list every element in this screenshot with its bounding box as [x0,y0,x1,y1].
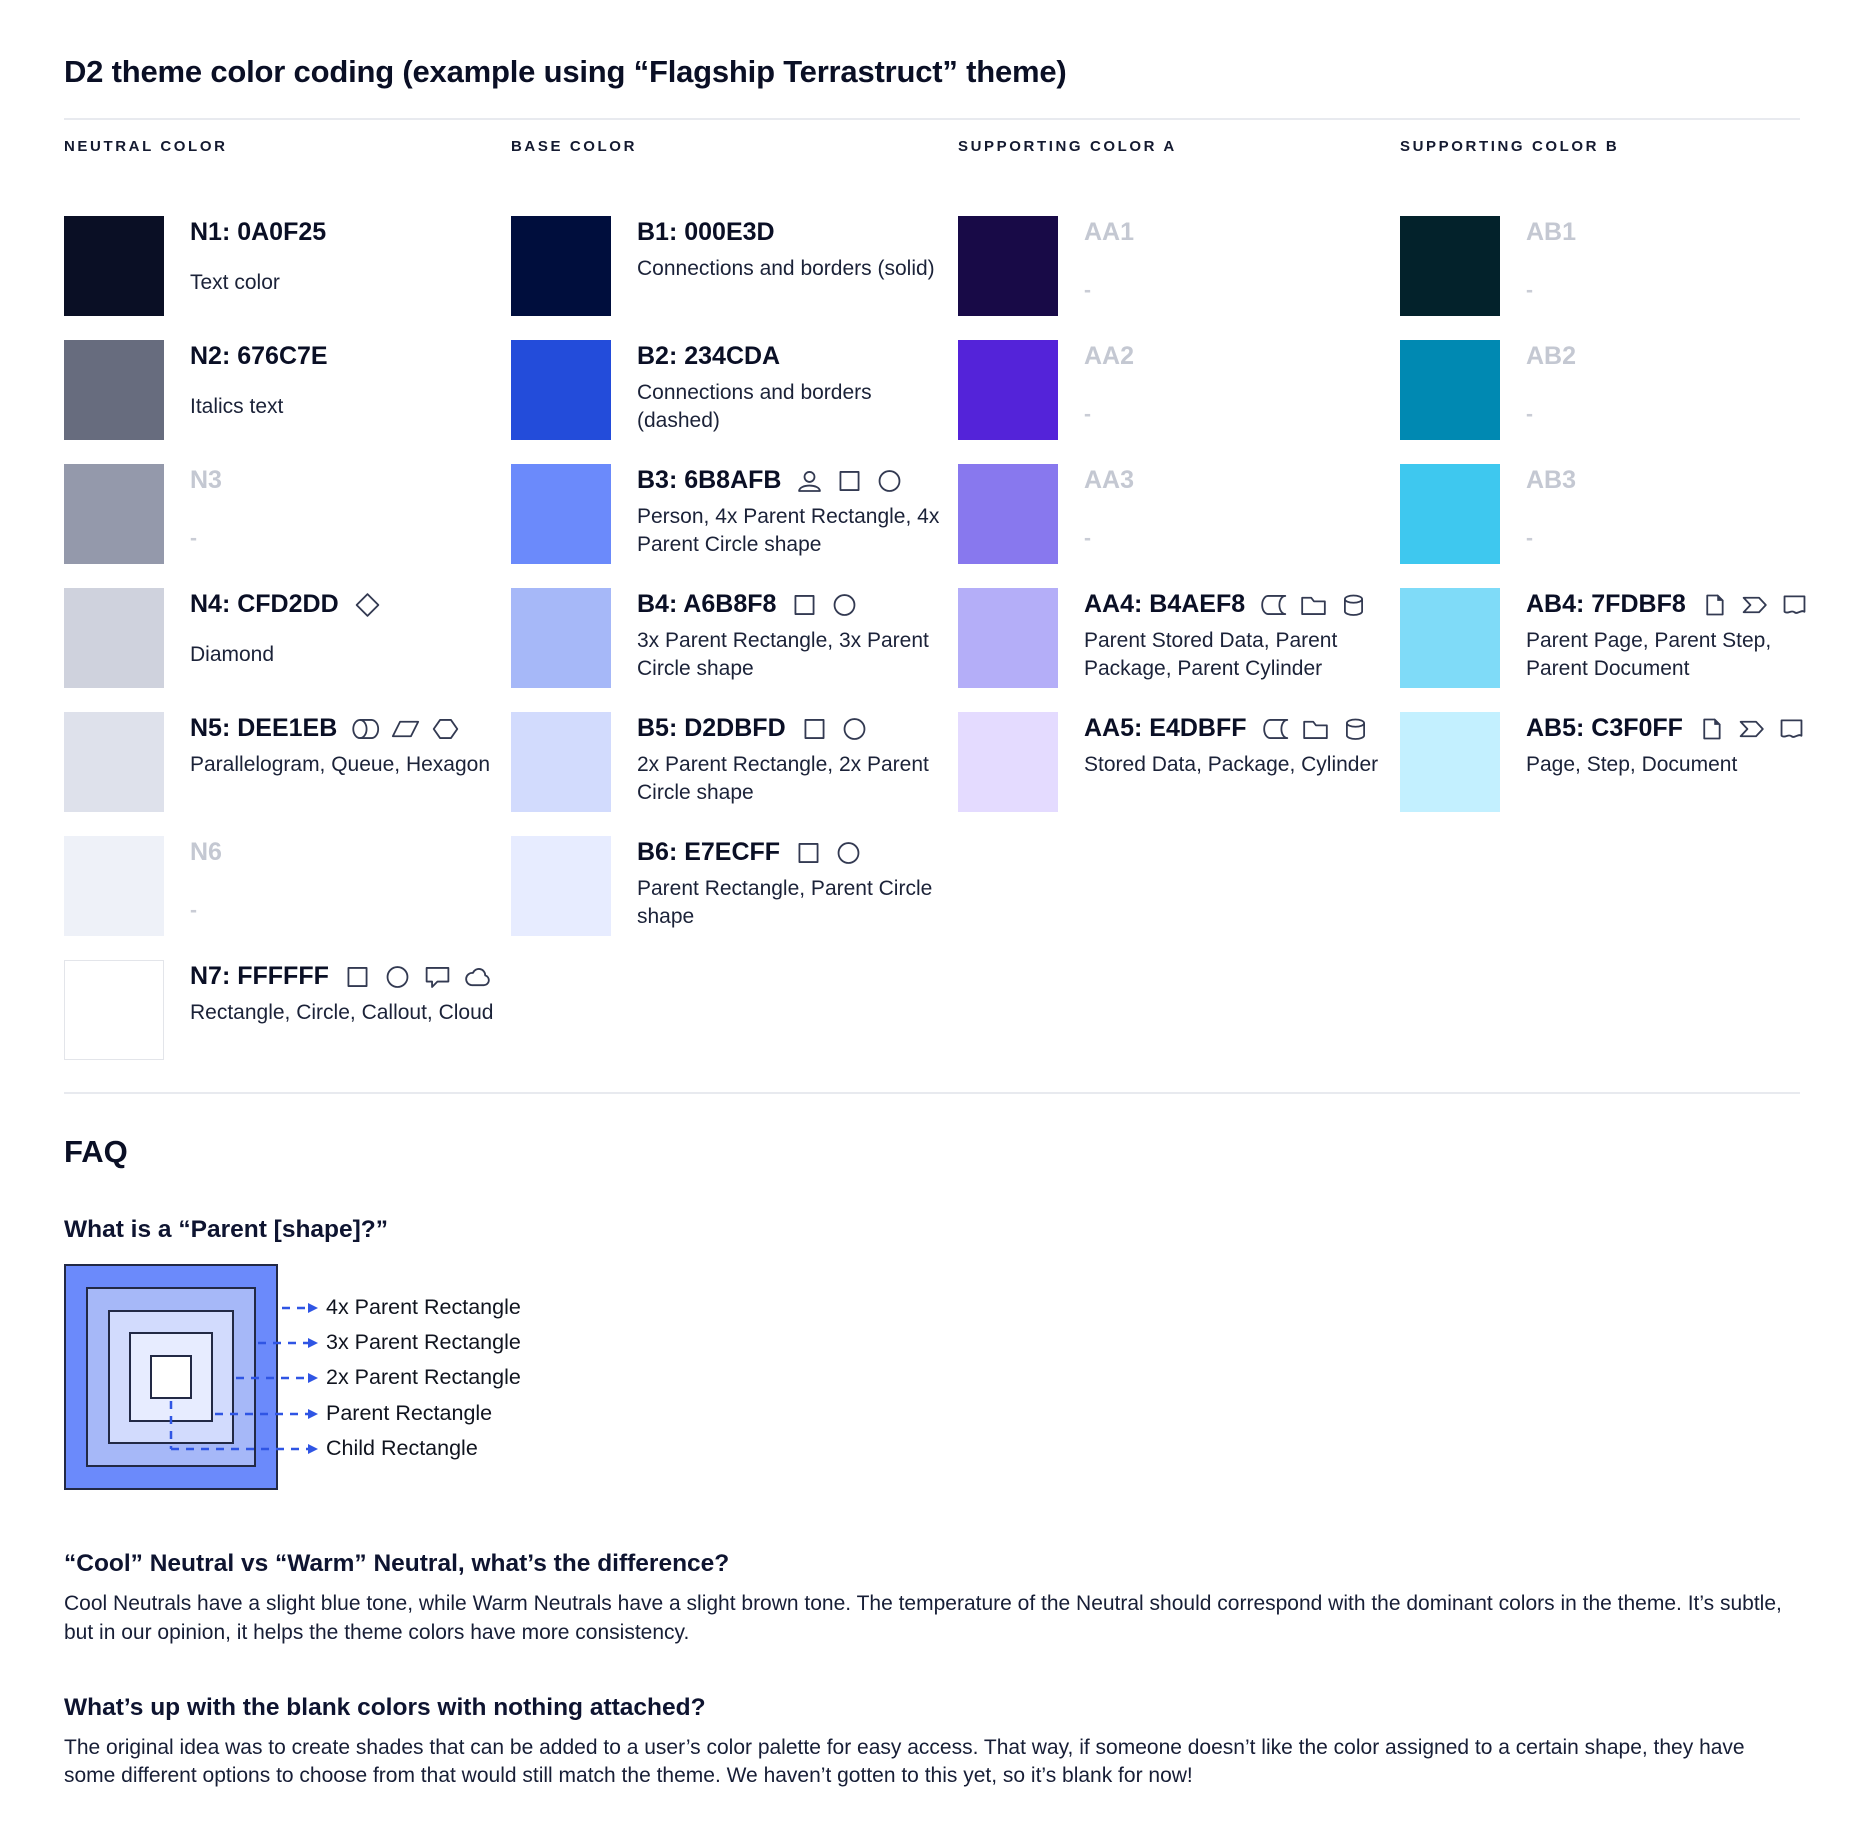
rectangle-icon [790,592,819,618]
swatch-aa2 [958,340,1058,440]
palette-row-ab4 [1400,588,1828,712]
swatch-desc: - [1526,527,1533,550]
swatch-desc: - [1084,403,1091,426]
swatch-desc: - [190,899,197,922]
swatch-b6 [511,836,611,936]
icon-row [1697,716,1806,742]
swatch-label-line [1084,218,1134,247]
diagram-label-3x: 3x Parent Rectangle [326,1330,521,1354]
swatch-label-line [1526,466,1576,495]
swatch-label: AA5: E4DBFF [1084,714,1247,742]
swatch-desc: Parent Page, Parent Step, Parent Document [1526,629,1772,680]
palette-row-aa5 [958,712,1400,836]
column-neutral [64,138,511,1084]
palette-row-aa3 [958,464,1400,588]
swatch-label: AB1 [1526,218,1577,246]
palette-row-b2 [511,340,958,464]
swatch-desc: - [1084,279,1091,302]
swatch-label: AA1 [1084,218,1135,246]
swatch-desc: Diamond [190,643,275,666]
circle-icon [875,468,904,494]
package-icon [1301,716,1330,742]
icon-row [794,840,863,866]
swatch-label-line [190,838,222,867]
swatch-desc: Italics text [190,395,284,418]
swatch-label: B4: A6B8F8 [637,590,777,618]
icon-row [353,592,382,618]
callout-icon [423,964,452,990]
swatch-label-line [1084,714,1378,743]
circle-icon [830,592,859,618]
step-icon [1737,716,1766,742]
icon-row [790,592,859,618]
cloud-icon [463,964,492,990]
package-icon [1299,592,1328,618]
swatch-label: AB2 [1526,342,1577,370]
swatch-label: N7: FFFFFF [190,962,329,990]
swatch-b1 [511,216,611,316]
faq-question-parent-shape: What is a “Parent [shape]?” [64,1216,389,1243]
swatch-label-line [637,714,957,743]
swatch-desc: 3x Parent Rectangle, 3x Parent Circle shape [637,629,929,680]
swatch-label-line [637,838,957,867]
faq-heading: FAQ [64,1134,128,1169]
faq-answer-cool-warm: Cool Neutrals have a slight blue tone, while Warm Neutrals have a slight brown tone. The temperature of the Neutral should correspond with the dominant colors in the theme. It’s subtle, but in our opinion, it helps the theme colors have more consistency. [64,1592,1782,1644]
rectangle-icon [835,468,864,494]
faq-section [64,1134,1800,1791]
swatch-ab5 [1400,712,1500,812]
palette-row-b5 [511,712,958,836]
swatch-desc: - [1084,527,1091,550]
swatch-label: B5: D2DBFD [637,714,786,742]
palette-row-ab3 [1400,464,1828,588]
palette-row-b4 [511,588,958,712]
palette-row-n3 [64,464,511,588]
column-base [511,138,958,1084]
swatch-n1 [64,216,164,316]
swatch-desc: Stored Data, Package, Cylinder [1084,753,1379,776]
swatch-desc: Text color [190,271,280,294]
palette-row-b1 [511,216,958,340]
swatch-desc: - [190,527,197,550]
cylinder-icon [1339,592,1368,618]
column-header: NEUTRAL COLOR [64,138,228,155]
swatch-ab2 [1400,340,1500,440]
page-icon [1697,716,1726,742]
palette-row-b3 [511,464,958,588]
document-icon [1777,716,1806,742]
stored-data-icon [1261,716,1290,742]
swatch-label: N5: DEE1EB [190,714,338,742]
diagram-label-4x: 4x Parent Rectangle [326,1295,521,1319]
icon-row [1261,716,1370,742]
swatch-label-line [190,218,340,247]
parent-shape-diagram [64,1264,764,1496]
step-icon [1740,592,1769,618]
palette-row-ab1 [1400,216,1828,340]
circle-icon [383,964,412,990]
palette-row-b6 [511,836,958,960]
document-icon [1780,592,1809,618]
page-icon [1700,592,1729,618]
rectangle-icon [800,716,829,742]
icon-row [351,716,460,742]
column-header: BASE COLOR [511,138,638,155]
swatch-label-line [1084,466,1134,495]
swatch-b2 [511,340,611,440]
swatch-desc: - [1526,403,1533,426]
diagram-label-2x: 2x Parent Rectangle [326,1365,521,1389]
column-header: SUPPORTING COLOR B [1400,138,1620,155]
swatch-label: AA2 [1084,342,1135,370]
icon-row [343,964,492,990]
swatch-b5 [511,712,611,812]
palette-row-aa4 [958,588,1400,712]
swatch-desc: 2x Parent Rectangle, 2x Parent Circle shape [637,753,929,804]
swatch-desc: Parallelogram, Queue, Hexagon [190,753,491,776]
palette-row-n2 [64,340,511,464]
swatch-b3 [511,464,611,564]
diagram-label-child: Child Rectangle [326,1436,478,1460]
swatch-b4 [511,588,611,688]
swatch-desc: Page, Step, Document [1526,753,1738,776]
swatch-label-line [637,466,957,495]
swatch-desc: Connections and borders (solid) [637,257,935,280]
queue-icon [351,716,380,742]
palette-row-aa2 [958,340,1400,464]
swatch-label-line [1084,342,1134,371]
faq-answer-blank-colors: The original idea was to create shades that can be added to a user’s color palette for easy access. That way, if someone doesn’t like the color assigned to a certain shape, they have some different options to choose from that would still match the theme. We haven’t gotten to this yet, so it’s blank for now! [64,1735,1745,1788]
swatch-ab3 [1400,464,1500,564]
swatch-label-line [190,714,490,743]
column-header: SUPPORTING COLOR A [958,138,1177,155]
diagram-label-parent: Parent Rectangle [326,1401,493,1425]
swatch-label-line [1526,590,1828,619]
circle-icon [834,840,863,866]
swatch-label: AB3 [1526,466,1577,494]
swatch-desc: Parent Rectangle, Parent Circle shape [637,877,933,928]
icon-row [1700,592,1809,618]
swatch-label: B6: E7ECFF [637,838,781,866]
swatch-label-line [1526,714,1806,743]
swatch-label: AA4: B4AEF8 [1084,590,1246,618]
palette-row-n6 [64,836,511,960]
parallelogram-icon [391,716,420,742]
palette-row-n5 [64,712,511,836]
swatch-aa3 [958,464,1058,564]
swatch-n4 [64,588,164,688]
faq-question-blank-colors: What’s up with the blank colors with nothing attached? [64,1693,706,1721]
circle-icon [840,716,869,742]
icon-row [795,468,904,494]
icon-row [1259,592,1368,618]
swatch-label: N6 [190,838,222,866]
swatch-n6 [64,836,164,936]
swatch-ab1 [1400,216,1500,316]
swatch-desc: Rectangle, Circle, Callout, Cloud [190,1001,494,1024]
rectangle-icon [794,840,823,866]
swatch-label-line [190,590,382,619]
diamond-icon [353,592,382,618]
swatch-n7 [64,960,164,1060]
swatch-label: N1: 0A0F25 [190,218,327,246]
top-divider [64,118,1800,120]
palette-row-ab5 [1400,712,1828,836]
swatch-aa4 [958,588,1058,688]
column-supporting-b [1400,138,1828,1084]
palette-row-ab2 [1400,340,1828,464]
swatch-label-line [1526,218,1576,247]
rectangle-icon [343,964,372,990]
cylinder-icon [1341,716,1370,742]
swatch-label: N3 [190,466,222,494]
swatch-n3 [64,464,164,564]
diagram-rect-child [150,1355,192,1399]
swatch-label: B3: 6B8AFB [637,466,782,494]
swatch-label: AB5: C3F0FF [1526,714,1683,742]
swatch-desc: - [1526,279,1533,302]
swatch-label-line [637,342,957,371]
swatch-label: B1: 000E3D [637,218,775,246]
palette-row-n1 [64,216,511,340]
stored-data-icon [1259,592,1288,618]
swatch-label-line [1084,590,1400,619]
faq-divider [64,1092,1800,1094]
swatch-label: AB4: 7FDBF8 [1526,590,1686,618]
page-title: D2 theme color coding (example using “Flagship Terrastruct” theme) [64,54,1067,89]
swatch-ab4 [1400,588,1500,688]
swatch-label: N2: 676C7E [190,342,328,370]
swatch-aa5 [958,712,1058,812]
swatch-n5 [64,712,164,812]
person-icon [795,468,824,494]
palette-row-n4 [64,588,511,712]
swatch-label: AA3 [1084,466,1135,494]
column-supporting-a [958,138,1400,1084]
color-palette [64,138,1800,1084]
swatch-label-line [1526,342,1576,371]
swatch-label-line [190,342,342,371]
swatch-aa1 [958,216,1058,316]
icon-row [800,716,869,742]
swatch-label-line [190,962,493,991]
swatch-label-line [637,590,957,619]
swatch-n2 [64,340,164,440]
faq-question-cool-warm: “Cool” Neutral vs “Warm” Neutral, what’s the difference? [64,1550,730,1577]
swatch-label: N4: CFD2DD [190,590,339,618]
hexagon-icon [431,716,460,742]
swatch-label-line [637,218,935,247]
swatch-label-line [190,466,222,495]
swatch-desc: Connections and borders (dashed) [637,381,872,432]
swatch-label: B2: 234CDA [637,342,781,370]
swatch-desc: Parent Stored Data, Parent Package, Parent Cylinder [1084,629,1338,680]
swatch-desc: Person, 4x Parent Rectangle, 4x Parent Circle shape [637,505,940,556]
palette-row-n7 [64,960,511,1084]
palette-row-aa1 [958,216,1400,340]
